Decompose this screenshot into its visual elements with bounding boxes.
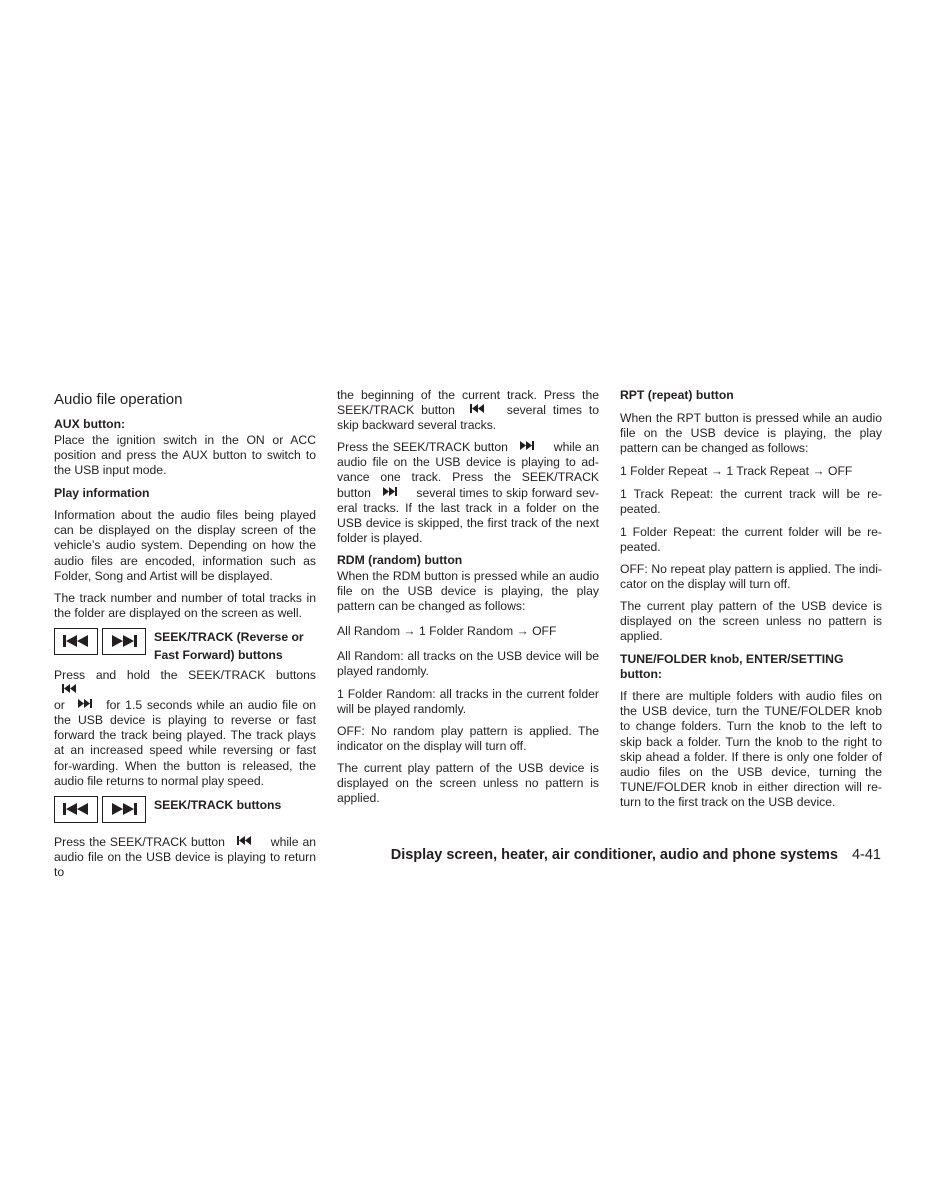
track-number-text: The track number and number of total tracks in the folder are displayed on the screen as well.	[54, 590, 316, 620]
press-seek-text: Press the SEEK/TRACK button while an audio file on the USB device is playing to return to	[54, 834, 317, 879]
seek-forward-button-figure	[102, 628, 146, 655]
skip-forward-icon	[383, 487, 397, 496]
footer-title: Display screen, heater, air conditioner, audio and phone systems	[390, 847, 838, 863]
seek-reverse-button-figure	[54, 796, 98, 823]
page-footer	[391, 847, 881, 863]
skip-back-icon	[470, 404, 484, 413]
rpt-sequence: 1 Folder Repeat → 1 Track Repeat → OFF	[620, 464, 853, 479]
rpt-current-text: The current play pattern of the USB device is displayed on the screen unless no pattern is applied.	[620, 598, 882, 644]
rdm-off-text: OFF: No random play pattern is applied. The indicator on the display will turn off.	[337, 723, 599, 753]
rpt-off-text: OFF: No repeat play pattern is applied. The indi-cator on the display will turn off.	[620, 561, 882, 591]
column-middle	[337, 388, 599, 813]
track-return-text: the beginning of the current track. Press the SEEK/TRACK button several times to skip backward several tracks.	[337, 388, 600, 433]
seek-track-ff-illustration	[54, 628, 316, 664]
tune-text: If there are multiple folders with audio files on the USB device, turn the TUNE/FOLDER knob to change folders. Turn the knob to the left to skip back a folder. Turn the knob to the right to skip ahead a folder. If there is only one folder of audio files on the USB device, turning the TUNE/FOLDER knob in either direction will re-turn to the first track on the USB device.	[620, 689, 882, 809]
skip-back-icon	[237, 836, 251, 845]
seek-reverse-button-figure	[54, 628, 98, 655]
track-advance-text: Press the SEEK/TRACK button while an audio file on the USB device is playing to ad-vance one track. Press the SEEK/TRACK button several times to skip forward sev-eral tracks. If the last track in a folder on the USB device is skipped, the first track of the next folder is played.	[337, 440, 600, 545]
rpt-track-text: 1 Track Repeat: the current track will be re-peated.	[620, 487, 882, 517]
tune-heading: TUNE/FOLDER knob, ENTER/SETTING button:	[620, 652, 844, 682]
column-left	[54, 388, 316, 887]
rpt-folder-text: 1 Folder Repeat: the current folder will be re-peated.	[620, 524, 882, 554]
play-info-heading: Play information	[54, 486, 150, 501]
rdm-text: When the RDM button is pressed while an audio file on the USB device is playing, the play pattern can be changed as follows:	[337, 568, 599, 614]
aux-heading: AUX button:	[54, 417, 126, 431]
section-title: Audio file operation	[54, 391, 183, 408]
rdm-heading: RDM (random) button	[337, 552, 463, 567]
seek-ff-label: SEEK/TRACK (Reverse or Fast Forward) buttons	[154, 629, 304, 662]
seek-forward-button-figure	[102, 796, 146, 823]
column-right	[620, 388, 882, 817]
skip-forward-icon	[109, 635, 139, 647]
hold-seek-text: Press and hold the SEEK/TRACK buttons or for 1.5 seconds while an audio file on the USB device is playing to reverse or fast forward the track being played. The track plays at an increased speed while reversing or fast for-warding. When the button is released, the audio file returns to normal play speed.	[54, 667, 316, 788]
seek-label: SEEK/TRACK buttons	[154, 797, 282, 812]
skip-forward-icon	[109, 803, 139, 815]
rpt-heading: RPT (repeat) button	[620, 388, 734, 402]
rdm-all-text: All Random: all tracks on the USB device will be played randomly.	[337, 649, 599, 679]
skip-back-icon	[61, 803, 91, 815]
page-number: 4-41	[851, 847, 881, 863]
skip-forward-icon	[520, 441, 534, 450]
skip-back-icon	[61, 635, 91, 647]
aux-text: Place the ignition switch in the ON or ACC position and press the AUX button to switch to the USB input mode.	[54, 433, 316, 478]
rdm-current-text: The current play pattern of the USB device is displayed on the screen unless no pattern is applied.	[337, 760, 599, 806]
skip-forward-icon	[78, 699, 92, 708]
play-info-text: Information about the audio files being played can be displayed on the display screen of the vehicle’s audio system. Depending on how the audio files are encoded, information such as Folder, Song and Artist will be displayed.	[54, 508, 316, 583]
skip-back-icon	[62, 684, 76, 693]
seek-track-illustration	[54, 796, 316, 823]
rpt-text: When the RPT button is pressed while an audio file on the USB device is playing, the play pattern can be changed as follows:	[620, 411, 882, 456]
rdm-folder-text: 1 Folder Random: all tracks in the current folder will be played randomly.	[337, 686, 599, 716]
rdm-sequence: All Random → 1 Folder Random → OFF	[337, 624, 557, 639]
